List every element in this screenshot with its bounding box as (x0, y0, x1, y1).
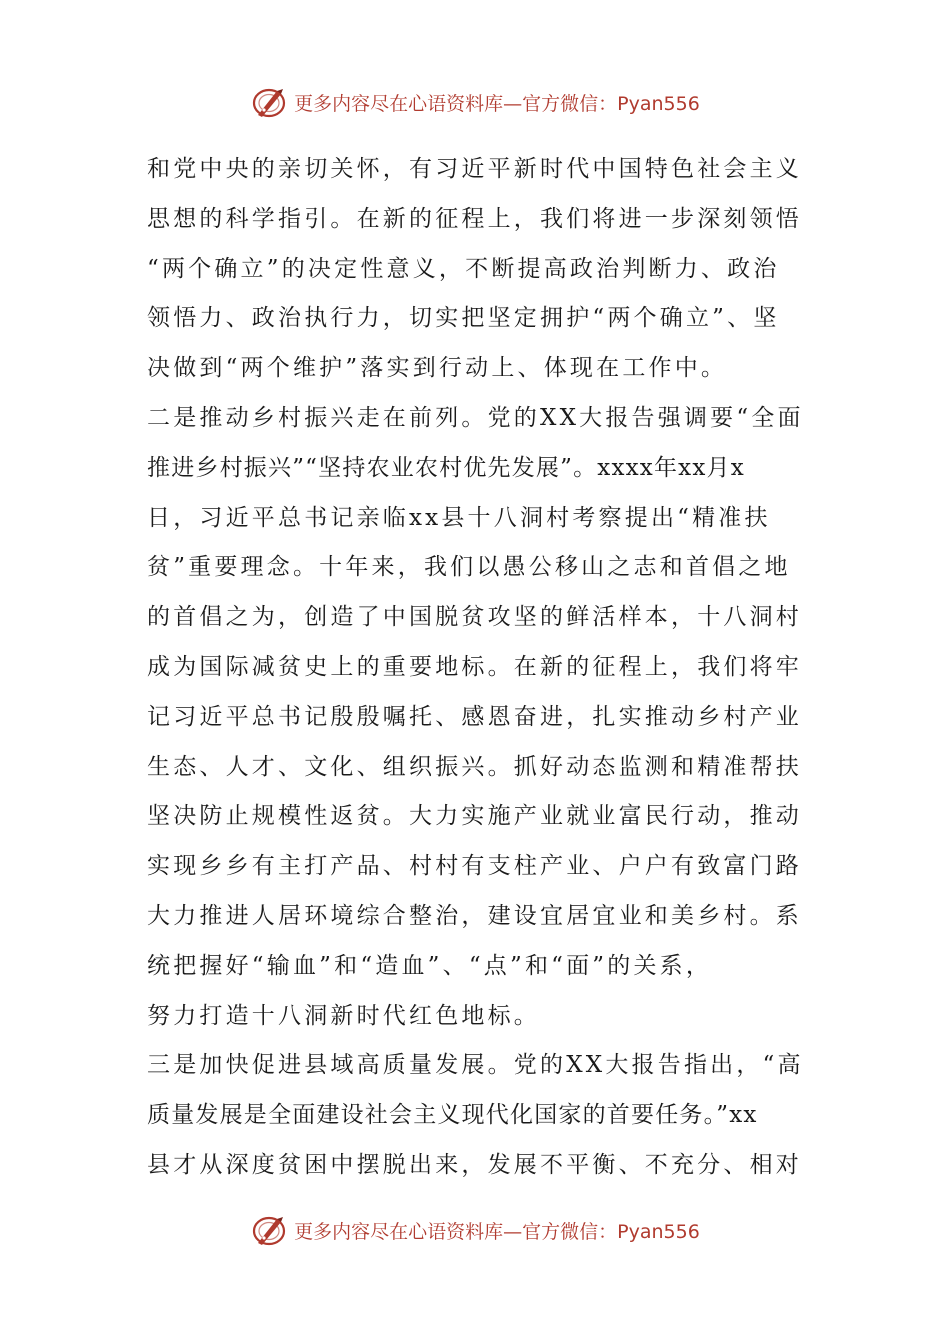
body-line: 贫”重要理念。十年来，我们以愚公移山之志和首倡之地 (147, 554, 791, 581)
body-line: 三是加快促进县域高质量发展。党的XX大报告指出，“高 (147, 1052, 804, 1079)
header-wechat-id: Pyan556 (617, 92, 700, 115)
pen-nib-logo-icon (250, 85, 288, 119)
body-line: 决做到“两个维护”落实到行动上、体现在工作中。 (147, 355, 728, 382)
footer-wechat-id: Pyan556 (617, 1220, 700, 1243)
body-line: 努力打造十八洞新时代红色地标。 (147, 1002, 540, 1029)
body-line: 统把握好“输血”和“造血”、“点”和“面”的关系， (147, 952, 713, 979)
pen-nib-logo-icon (250, 1213, 288, 1247)
header-banner-text: 更多内容尽在心语资料库—官方微信： (294, 92, 618, 115)
body-line: 日，习近平总书记亲临xx县十八洞村考察提出“精准扶 (147, 504, 771, 531)
body-line: 生态、人才、文化、组织振兴。抓好动态监测和精准帮扶 (147, 753, 802, 780)
body-line: 质量发展是全面建设社会主义现代化国家的首要任务。”xx (147, 1102, 758, 1129)
body-line: “两个确立”的决定性意义，不断提高政治判断力、政治 (147, 255, 780, 282)
body-line: 领悟力、政治执行力，切实把坚定拥护“两个确立”、坚 (147, 305, 780, 332)
header-banner (0, 82, 950, 122)
body-line: 思想的科学指引。在新的征程上，我们将进一步深刻领悟 (147, 205, 802, 232)
body-line: 记习近平总书记殷殷嘱托、感恩奋进，扎实推动乡村产业 (147, 703, 802, 730)
body-line: 县才从深度贫困中摆脱出来，发展不平衡、不充分、相对 (147, 1151, 802, 1178)
footer-banner (0, 1210, 950, 1250)
body-line: 成为国际减贫史上的重要地标。在新的征程上，我们将牢 (147, 653, 802, 680)
footer-banner-text: 更多内容尽在心语资料库—官方微信： (294, 1220, 618, 1243)
body-line: 实现乡乡有主打产品、村村有支柱产业、户户有致富门路 (147, 853, 802, 880)
body-line: 二是推动乡村振兴走在前列。党的XX大报告强调要“全面 (147, 404, 804, 431)
document-body (147, 145, 807, 1191)
body-line: 和党中央的亲切关怀，有习近平新时代中国特色社会主义 (147, 156, 802, 182)
body-line: 坚决防止规模性返贫。大力实施产业就业富民行动，推动 (147, 803, 802, 830)
body-line: 的首倡之为，创造了中国脱贫攻坚的鲜活样本，十八洞村 (147, 604, 802, 631)
body-line: 大力推进人居环境综合整治，建设宜居宜业和美乡村。系 (147, 902, 802, 929)
body-line: 推进乡村振兴”“坚持农业农村优先发展”。xxxx年xx月x (147, 454, 745, 481)
